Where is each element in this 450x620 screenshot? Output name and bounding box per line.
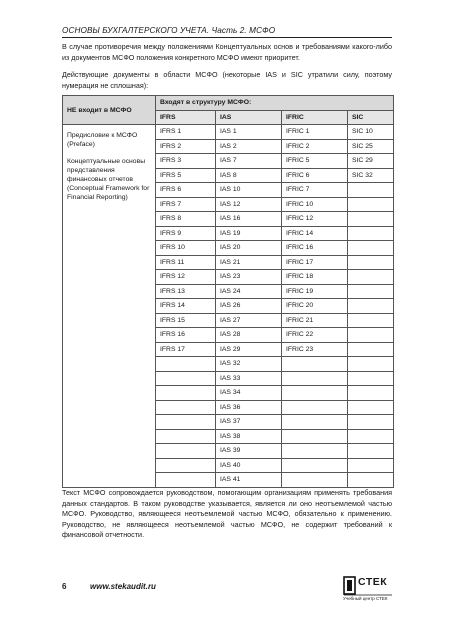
docs-note-paragraph: Действующие документы в области МСФО (некоторые IAS и SIC утратили силу, поэтому нумерация не сплошная): [62, 70, 392, 90]
table-cell-ias: IAS 29 [216, 342, 282, 357]
table-cell-ias: IAS 34 [216, 386, 282, 401]
table-cell-ifrs [156, 444, 216, 459]
table-cell-ias: IAS 10 [216, 183, 282, 198]
table-cell-ifrs: IFRS 5 [156, 168, 216, 183]
table-cell-ifrs [156, 357, 216, 372]
table-cell-ifric: IFRIC 22 [282, 328, 348, 343]
table-cell-sic [348, 284, 394, 299]
table-cell-ifric: IFRIC 18 [282, 270, 348, 285]
table-row [63, 125, 394, 140]
table-cell-sic [348, 386, 394, 401]
table-cell-ifrs: IFRS 6 [156, 183, 216, 198]
website-link[interactable]: www.stekaudit.ru [90, 582, 156, 591]
table-cell-ifric [282, 415, 348, 430]
table-cell-sic: SIC 29 [348, 154, 394, 169]
table-cell-ias: IAS 40 [216, 458, 282, 473]
table-cell-ifrs: IFRS 2 [156, 139, 216, 154]
table-cell-ias: IAS 32 [216, 357, 282, 372]
table-cell-sic: SIC 32 [348, 168, 394, 183]
table-cell-ifrs: IFRS 14 [156, 299, 216, 314]
table-cell-sic [348, 400, 394, 415]
table-cell-ifric: IFRIC 19 [282, 284, 348, 299]
table-cell-ias: IAS 28 [216, 328, 282, 343]
table-cell-ifric: IFRIC 20 [282, 299, 348, 314]
table-cell-ias: IAS 16 [216, 212, 282, 227]
table-cell-ifrs [156, 473, 216, 488]
table-cell-sic [348, 458, 394, 473]
table-cell-ifrs: IFRS 16 [156, 328, 216, 343]
included-header: Входят в структуру МСФО: [156, 96, 394, 111]
table-cell-sic [348, 342, 394, 357]
logo-subtitle: Учебный центр СТЕК [343, 596, 388, 601]
column-header-ifrs: IFRS [156, 110, 216, 125]
page-header-title: ОСНОВЫ БУХГАЛТЕРСКОГО УЧЕТА. Часть 2. МСФО [62, 26, 276, 35]
table-cell-ifric [282, 371, 348, 386]
table-cell-ifric [282, 386, 348, 401]
table-cell-ifrs: IFRS 15 [156, 313, 216, 328]
table-cell-ifrs: IFRS 12 [156, 270, 216, 285]
table-cell-ias: IAS 21 [216, 255, 282, 270]
table-cell-ifric [282, 429, 348, 444]
header-divider [62, 37, 392, 38]
not-included-header: НЕ входит в МСФО [63, 96, 156, 125]
table-cell-sic: SIC 10 [348, 125, 394, 140]
table-cell-ias: IAS 1 [216, 125, 282, 140]
table-cell-ifric: IFRIC 6 [282, 168, 348, 183]
table-cell-ias: IAS 38 [216, 429, 282, 444]
table-cell-sic [348, 444, 394, 459]
table-cell-ifrs: IFRS 8 [156, 212, 216, 227]
table-cell-ifric: IFRIC 12 [282, 212, 348, 227]
table-cell-ifric: IFRIC 10 [282, 197, 348, 212]
table-cell-ifrs [156, 386, 216, 401]
table-cell-sic [348, 313, 394, 328]
table-cell-sic [348, 429, 394, 444]
table-cell-sic [348, 270, 394, 285]
column-header-ias: IAS [216, 110, 282, 125]
table-cell-ias: IAS 19 [216, 226, 282, 241]
table-cell-ifrs [156, 400, 216, 415]
logo-text: СТЕК [358, 576, 388, 588]
table-cell-ifrs: IFRS 1 [156, 125, 216, 140]
table-cell-ifric: IFRIC 23 [282, 342, 348, 357]
table-cell-ifrs: IFRS 9 [156, 226, 216, 241]
table-cell-ifric [282, 458, 348, 473]
table-cell-ifrs: IFRS 10 [156, 241, 216, 256]
table-cell-ifrs [156, 415, 216, 430]
table-cell-ifric [282, 473, 348, 488]
table-cell-sic [348, 226, 394, 241]
table-cell-ias: IAS 23 [216, 270, 282, 285]
table-cell-sic [348, 183, 394, 198]
table-cell-ifric: IFRIC 16 [282, 241, 348, 256]
table-cell-ias: IAS 33 [216, 371, 282, 386]
table-cell-ifric [282, 444, 348, 459]
table-cell-ias: IAS 7 [216, 154, 282, 169]
table-cell-ifric: IFRIC 1 [282, 125, 348, 140]
table-cell-ifric [282, 400, 348, 415]
table-cell-sic [348, 212, 394, 227]
table-cell-ifric [282, 357, 348, 372]
table-cell-sic [348, 328, 394, 343]
table-cell-ias: IAS 8 [216, 168, 282, 183]
table-cell-ifric: IFRIC 7 [282, 183, 348, 198]
table-cell-ias: IAS 39 [216, 444, 282, 459]
page-number: 6 [62, 582, 67, 591]
table-cell-ifric: IFRIC 14 [282, 226, 348, 241]
table-cell-ifrs: IFRS 17 [156, 342, 216, 357]
table-cell-ifrs: IFRS 13 [156, 284, 216, 299]
table-cell-ias: IAS 20 [216, 241, 282, 256]
table-cell-sic [348, 357, 394, 372]
table-cell-ifrs [156, 371, 216, 386]
table-cell-ifric: IFRIC 17 [282, 255, 348, 270]
table-cell-ias: IAS 27 [216, 313, 282, 328]
not-included-item: Предисловие к МСФО (Preface) [67, 132, 138, 148]
not-included-item: Концептуальные основы представления финансовых отчетов (Conceptual Framework for Financial Reporting) [67, 158, 150, 201]
table-cell-ias: IAS 37 [216, 415, 282, 430]
intro-paragraph: В случае противоречия между положениями Концептуальных основ и требованиями какого-либо из документов МСФО положения конкретного МСФО имеют приоритет. [62, 42, 392, 62]
table-cell-ifrs [156, 429, 216, 444]
table-cell-sic [348, 255, 394, 270]
table-cell-ifric: IFRIC 5 [282, 154, 348, 169]
table-cell-ias: IAS 24 [216, 284, 282, 299]
column-header-sic: SIC [348, 110, 394, 125]
table-cell-sic [348, 415, 394, 430]
table-cell-ifrs: IFRS 11 [156, 255, 216, 270]
table-cell-sic: SIC 25 [348, 139, 394, 154]
not-included-list [63, 125, 156, 488]
table-cell-ifric: IFRIC 21 [282, 313, 348, 328]
table-cell-sic [348, 371, 394, 386]
table-cell-ifric: IFRIC 2 [282, 139, 348, 154]
table-cell-sic [348, 299, 394, 314]
table-cell-ias: IAS 41 [216, 473, 282, 488]
table-cell-ias: IAS 2 [216, 139, 282, 154]
column-header-ifric: IFRIC [282, 110, 348, 125]
table-body [63, 125, 394, 488]
table-cell-ifrs: IFRS 3 [156, 154, 216, 169]
table-cell-ias: IAS 12 [216, 197, 282, 212]
table-cell-ias: IAS 36 [216, 400, 282, 415]
table-cell-ias: IAS 26 [216, 299, 282, 314]
closing-paragraph: Текст МСФО сопровождается руководством, помогающим организациям применять требования данных стандартов. В таком руководстве указывается, является ли оно неотъемлемой частью МСФО. Руководство, являющееся неотъемлемой частью МСФО, обязательно к применению. Руководство, не являющееся неотъемлемой частью МСФО, не содержит требований к финансовой отчетности. [62, 488, 392, 539]
table-cell-sic [348, 473, 394, 488]
ifrs-documents-table [62, 95, 394, 488]
table-cell-sic [348, 197, 394, 212]
table-cell-ifrs: IFRS 7 [156, 197, 216, 212]
table-cell-sic [348, 241, 394, 256]
table-cell-ifrs [156, 458, 216, 473]
